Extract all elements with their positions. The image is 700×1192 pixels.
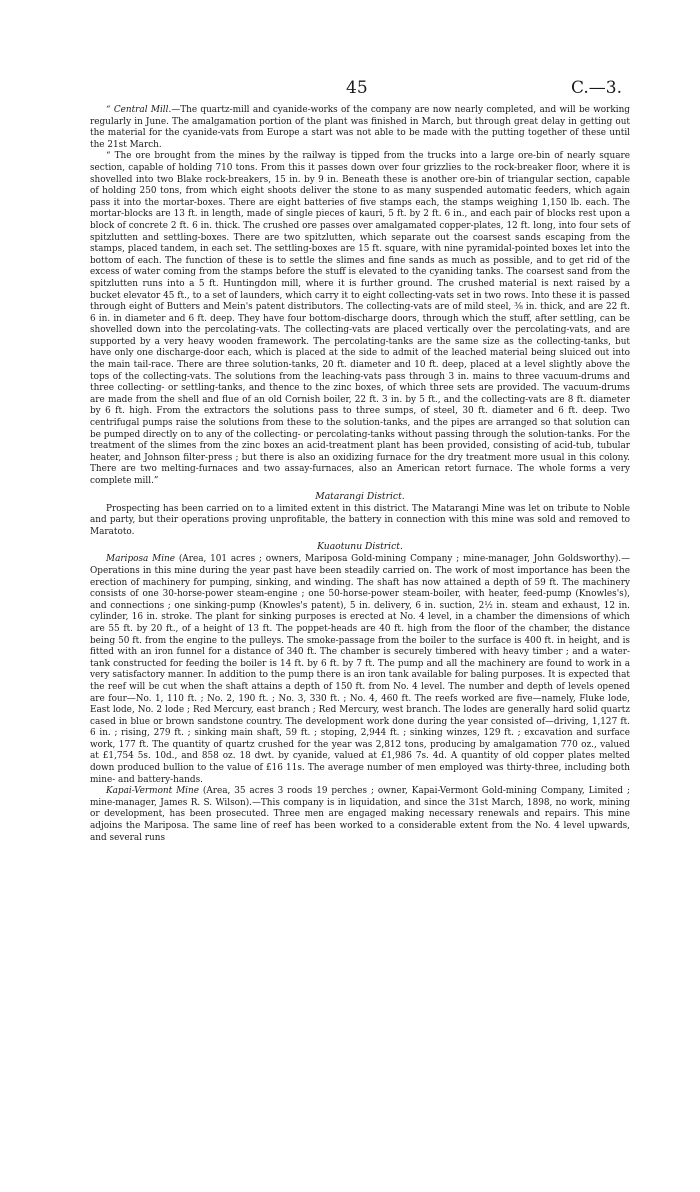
matarangi-district-heading: Matarangi District. <box>315 490 405 502</box>
mariposa-mine-text: (Area, 101 acres ; owners, Mariposa Gold-mining Company ; mine-manager, John Goldsworthy).—Operations in this mine during the year past have been steadily carried on. The work of most importance has been the erection of machinery for pumping, sinking, and winding. The shaft has now attained a depth of 59 ft. The machinery consists of one 30-horse-power steam-engine ; one 50-horse-power steam-boiler, with heater, feed-pump (Knowles's), and connections ; one sinking-pump (Knowles's patent), 5 in. delivery, 6 in. suction, 2½ in. steam and exhaust, 12 in. cylinder, 16 in. stroke. The plant for sinking purposes is erected at No. 4 level, in a chamber the dimensions of which are 55 ft. by 20 ft., of a height of 13 ft. The poppet-heads are 40 ft. high from the floor of the chamber, the distance being 50 ft. from the engine to the pulleys. The smoke-passage from the boiler to the surface is 400 ft. in height, and is fitted with an iron funnel for a distance of 340 ft. The chamber is securely timbered with heavy timber ; and a water-tank constructed for feeding the boiler is 14 ft. by 6 ft. by 7 ft. The pump and all the machinery are found to work in a very satisfactory manner. In addition to the pump there is an iron tank available for baling purposes. It is expected that the reef will be cut when the shaft attains a depth of 150 ft. from No. 4 level. The number and depth of levels opened are four—No. 1, 110 ft. ; No. 2, 190 ft. ; No. 3, 330 ft. ; No. 4, 460 ft. The reefs worked are five—namely, Fluke lode, East lode, No. 2 lode ; Red Mercury, east branch ; Red Mercury, west branch. The lodes are generally hard solid quartz cased in blue or brown sandstone country. The development work done during the year consisted of—driving, 1,127 ft. 6 in. ; rising, 279 ft. ; sinking main shaft, 59 ft. ; stoping, 2,944 ft. ; sinking winzes, 129 ft. ; excavation and surface work, 177 ft. The quantity of quartz crushed for the year was 2,812 tons, producing by amalgamation 770 oz., valued at £1,754 5s. 10d., and 858 oz. 18 dwt. by cyanide, valued at £1,986 7s. 4d. A quantity of old copper plates melted down produced bullion to the value of £16 11s. The average number of men employed was thirty-three, including both mine- and battery-hands. <box>90 554 631 785</box>
mariposa-mine-name: Mariposa Mine <box>106 554 176 565</box>
mariposa-mine-paragraph <box>90 554 630 786</box>
central-mill-paragraph-1-text: —The quartz-mill and cyanide-works of the company are now nearly completed, and will be working regularly in June. The amalgamation portion of the plant was finished in March, but through great delay in getting out the material for the cyanide-vats from Europe a start was not able to be made with the putting together of these until the 21st March. <box>90 105 630 150</box>
page-body <box>90 105 630 844</box>
page-header <box>90 0 630 108</box>
document-reference: C.—3. <box>570 78 622 98</box>
document-page <box>90 0 631 843</box>
kuaotunu-district-heading: Kuaotunu District. <box>317 541 403 553</box>
page-number: 45 <box>346 78 368 98</box>
kapai-vermont-mine-text: (Area, 35 acres 3 roods 19 perches ; owner, Kapai-Vermont Gold-mining Company, Limited ; mine-manager, James R. S. Wilson).—This company is in liquidation, and since the 31st March, 1898, no work, mining or development, has been prosecuted. Three men are engaged making necessary renewals and repairs. This mine adjoins the Mariposa. The same line of reef has been worked to a considerable extent from the No. 4 level upwards, and several runs <box>90 786 630 843</box>
central-mill-paragraph-1 <box>90 105 630 151</box>
kapai-vermont-mine-name: Kapai-Vermont Mine <box>106 786 199 797</box>
kapai-vermont-mine-paragraph <box>90 786 630 844</box>
central-mill-title: “ Central Mill. <box>106 105 172 115</box>
matarangi-paragraph: Prospecting has been carried on to a limited extent in this district. The Matarangi Mine was let on tribute to Noble and party, but their operations proving unprofitable, the battery in connection with this mine was sold and removed to Maratoto. <box>90 503 630 537</box>
central-mill-paragraph-2: “ The ore brought from the mines by the railway is tipped from the trucks into a large ore-bin of nearly square section, capable of holding 710 tons. From this it passes down over four grizzlies to the rock-breaker floor, where it is shovelled into two Blake rock-breakers, 15 in. by 9 in. Beneath these is another ore-bin of triangular section, capable of holding 250 tons, from which eight shoots deliver the stone to as many suspended automatic feeders, which again pass it into the mortar-boxes. There are eight batteries of five stamps each, the stamps weighing 1,150 lb. each. The mortar-blocks are 13 ft. in length, made of single pieces of kauri, 5 ft. by 2 ft. 6 in., and each pair of blocks rest upon a block of concrete 2 ft. 6 in. thick. The crushed ore passes over amalgamated copper-plates, 12 ft. long, into four sets of spitzlutten and settling-boxes. There are two spitzlutten, which separate out the coarsest sands escaping from the stamps, placed tandem, in each set. The settling-boxes are 15 ft. square, with nine pyramidal-pointed boxes let into the bottom of each. The function of these is to settle the slimes and fine sands as much as possible, and to get rid of the excess of water coming from the stamps before the stuff is elevated to the cyaniding tanks. The coarsest sand from the spitzlutten runs into a 5 ft. Huntingdon mill, where it is further ground. The crushed material is next raised by a bucket elevator 45 ft., to a set of launders, which carry it to eight collecting-vats set in two rows. Into these it is passed through eight of Butters and Mein's patent distributors. The collecting-vats are of mild steel, ⅜ in. thick, and are 22 ft. 6 in. in diameter and 6 ft. deep. They have four bottom-discharge doors, through which the stuff, after settling, can be shovelled down into the percolating-vats. The collecting-vats are placed vertically over the percolating-vats, and are supported by a very heavy wooden framework. The percolating-tanks are the same size as the collecting-tanks, but have only one discharge-door each, which is placed at the side to admit of the leached material being sluiced out into the main tail-race. There are three solution-tanks, 20 ft. diameter and 10 ft. deep, placed at a level slightly above the tops of the collecting-vats. The solutions from the leaching-vats pass through 3 in. mains to three vacuum-drums and three collecting- or settling-tanks, and thence to the zinc boxes, of which three sets are provided. The vacuum-drums are made from the shell and flue of an old Cornish boiler, 22 ft. 3 in. by 5 ft., and the collecting-vats are 8 ft. diameter by 6 ft. high. From the extractors the solutions pass to three sumps, of steel, 30 ft. diameter and 6 ft. deep. Two centrifugal pumps raise the solutions from these to the solution-tanks, and the pipes are arranged so that solution can be pumped directly on to any of the collecting- or percolating-tanks without passing through the solution-tanks. For the treatment of the slimes from the zinc boxes an acid-treatment plant has been provided, consisting of acid-tub, tubular heater, and Johnson filter-press ; but there is also an oxidizing furnace for the dry treatment more usual in this colony. There are two melting-furnaces and two assay-furnaces, also an American retort furnace. The whole forms a very complete mill.” <box>90 151 630 486</box>
